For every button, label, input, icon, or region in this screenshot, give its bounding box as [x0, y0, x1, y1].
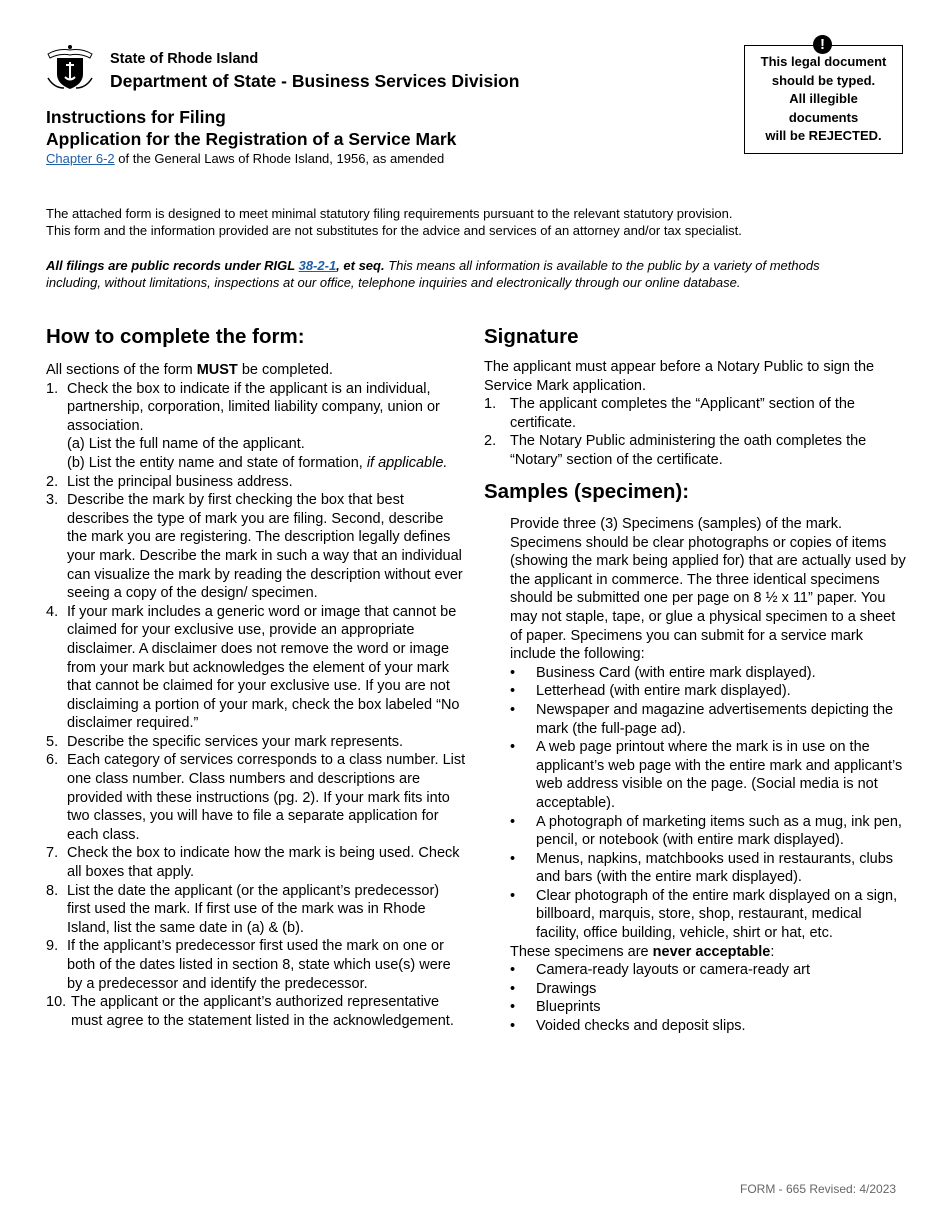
item-text: Describe the mark by first checking the box that best describes the type of mark you are filing. Second, describe the mark you are registering. The description legally defines your mark. Describe the mark in such a way that an individual can visualize the mark by reading the description without ever seeing a copy of the design/ specimen.: [67, 492, 463, 602]
item-text: Describe the specific services your mark represents.: [67, 733, 404, 750]
bullet-icon: •: [510, 739, 516, 756]
signature-intro: The applicant must appear before a Notary Public to sign the Service Mark application.: [484, 359, 875, 394]
warning-line: This legal document: [760, 54, 887, 69]
list-item: [510, 701, 906, 738]
instructions-title: Instructions for Filing: [46, 107, 226, 127]
exclamation-icon: !: [813, 35, 832, 54]
list-item: [46, 844, 466, 881]
list-item: [484, 432, 906, 469]
never-bold: never acceptable: [652, 943, 771, 960]
never-suffix: :: [770, 943, 775, 960]
subitem-a: (a) List the full name of the applicant.: [67, 436, 305, 453]
item-number: 4.: [46, 603, 59, 620]
list-item: [510, 738, 906, 812]
signature-section: [484, 358, 906, 470]
item-text: Voided checks and deposit slips.: [536, 1018, 746, 1035]
item-text: A web page printout where the mark is in use on the applicant’s web page with the entire mark and applicant’s web address visible on the page. (Social media is not acceptable).: [536, 739, 903, 811]
subitem-b: [67, 454, 466, 473]
item-text: Menus, napkins, matchbooks used in restaurants, clubs and bars (with the entire mark displayed).: [536, 850, 894, 886]
application-title: Application for the Registration of a Service Mark: [46, 129, 457, 149]
list-item: [46, 751, 466, 844]
list-item: [510, 664, 906, 683]
item-number: 1.: [46, 380, 59, 397]
item-text: The Notary Public administering the oath completes the “Notary” section of the certificate.: [510, 433, 867, 468]
bullet-icon: •: [510, 887, 516, 904]
item-text: Each category of services corresponds to a class number. List one class number. Class numbers and descriptions are provided with these instructions (pg. 2). If your mark fits into two classes, you will have to file a separate application for each class.: [67, 752, 466, 843]
law-reference: [46, 151, 444, 166]
subitem-b-text: (b) List the entity name and state of formation,: [67, 454, 367, 471]
item-text: The applicant completes the “Applicant” section of the certificate.: [510, 396, 855, 431]
item-text: List the principal business address.: [67, 473, 293, 490]
intro-line: This form and the information provided are not substitutes for the advice and services of an attorney and/or tax specialist.: [46, 223, 742, 238]
list-item: [46, 380, 466, 436]
item-text: Drawings: [536, 980, 597, 997]
item-text: Camera-ready layouts or camera-ready art: [536, 962, 810, 979]
form-footer: FORM - 665 Revised: 4/2023: [740, 1182, 897, 1196]
item-text: The applicant or the applicant’s authorized representative must agree to the statement listed in the acknowledgement.: [71, 994, 454, 1029]
never-acceptable-intro: [510, 943, 906, 962]
public-records-label-suffix: , et seq.: [336, 258, 385, 273]
how-to-intro-bold: MUST: [196, 362, 238, 378]
bullet-icon: •: [510, 999, 516, 1016]
item-text: List the date the applicant (or the applicant’s predecessor) first used the mark. If first use of the mark was in Rhode Island, list the same date in (a) & (b).: [67, 882, 440, 936]
chapter-link[interactable]: Chapter 6-2: [46, 151, 115, 166]
samples-section: [510, 515, 906, 1036]
item-text: If the applicant’s predecessor first used the mark on one or both of the dates listed in section 8, state which use(s) were by a predecessor and identify the predecessor.: [67, 938, 451, 992]
law-reference-text: of the General Laws of Rhode Island, 1956, as amended: [114, 151, 445, 166]
item-number: 5.: [46, 733, 59, 750]
department-name: Department of State - Business Services Division: [110, 71, 520, 91]
list-item: [510, 980, 906, 999]
subitem-b-italic: if applicable.: [366, 454, 448, 471]
bullet-icon: •: [510, 664, 516, 681]
item-number: 10.: [46, 994, 67, 1011]
how-to-heading: How to complete the form:: [46, 325, 305, 348]
item-number: 2.: [46, 473, 59, 490]
item-number: 7.: [46, 845, 59, 862]
item-text: Business Card (with entire mark displayed).: [536, 664, 816, 681]
state-name: State of Rhode Island: [110, 51, 259, 67]
list-item: [46, 603, 466, 733]
warning-line: documents: [788, 109, 859, 125]
public-records-notice: [46, 257, 821, 291]
list-subitem: [46, 435, 466, 472]
bullet-icon: •: [510, 850, 516, 867]
intro-line: The attached form is designed to meet minimal statutory filing requirements pursuant to the relevant statutory provision.: [46, 206, 733, 221]
item-number: 6.: [46, 752, 59, 769]
list-item: [484, 395, 906, 432]
list-item: [46, 491, 466, 603]
item-number: 8.: [46, 882, 59, 899]
item-text: Check the box to indicate how the mark is being used. Check all boxes that apply.: [67, 845, 460, 881]
item-number: 3.: [46, 492, 59, 509]
how-to-intro-prefix: All sections of the form: [46, 362, 197, 378]
how-to-intro: [46, 361, 466, 380]
state-seal-icon: [44, 44, 96, 92]
how-to-intro-suffix: be completed.: [237, 362, 333, 378]
list-item: [510, 998, 906, 1017]
warning-box: [744, 45, 903, 154]
list-item: [46, 733, 466, 752]
list-item: [510, 850, 906, 887]
warning-line: All illegible: [789, 91, 858, 106]
list-item: [510, 961, 906, 980]
signature-heading: Signature: [484, 325, 579, 348]
samples-intro: Provide three (3) Specimens (samples) of the mark. Specimens should be clear photographs or copies of items (showing the mark being applied for) that are actually used by the applicant in commerce. The three identical specimens should be submitted one per page on 8 ½ x 11” paper. You may not staple, tape, or glue a physical specimen to a sheet of paper. Specimens you can submit for a service mark include the following:: [510, 516, 906, 663]
how-to-list: [46, 361, 466, 1030]
item-text: Letterhead (with entire mark displayed).: [536, 683, 791, 700]
public-records-text: This means all information is available to the public by a variety of methods including, without limitations, inspections at our office, telephone inquiries and electronically through our online database.: [46, 258, 820, 290]
item-text: Blueprints: [536, 999, 601, 1016]
never-prefix: These specimens are: [510, 943, 653, 960]
bullet-icon: •: [510, 1018, 516, 1035]
list-item: [46, 882, 466, 938]
bullet-icon: •: [510, 962, 516, 979]
list-item: [510, 887, 906, 943]
item-number: 1.: [484, 396, 497, 413]
item-text: If your mark includes a generic word or image that cannot be claimed for your exclusive use, provide an appropriate disclaimer. A disclaimer does not remove the word or image from your mark but acknowledges the element of your mark that cannot be claimed for your exclusive use. If you are not disclaiming a portion of your mark, check the box labeled “No disclaimer required.”: [67, 603, 460, 732]
item-text: Newspaper and magazine advertisements depicting the mark (the full-page ad).: [536, 701, 894, 737]
public-records-label: All filings are public records under RIGL: [46, 258, 299, 273]
list-item: [510, 813, 906, 850]
bullet-icon: •: [510, 813, 516, 830]
list-item: [510, 1017, 906, 1036]
warning-line: should be typed.: [771, 72, 876, 88]
list-item: [46, 937, 466, 993]
bullet-icon: •: [510, 683, 516, 700]
list-item: [510, 682, 906, 701]
item-number: 9.: [46, 938, 59, 955]
item-text: Check the box to indicate if the applicant is an individual, partnership, corporation, limited liability company, union or association.: [67, 380, 440, 434]
intro-text: [46, 205, 826, 239]
bullet-icon: •: [510, 980, 516, 997]
rigl-link[interactable]: 38-2-1: [298, 258, 337, 273]
warning-line: will be REJECTED.: [765, 128, 882, 143]
item-text: Clear photograph of the entire mark displayed on a sign, billboard, marquis, store, shop, restaurant, medical facility, office building, vehicle, shirt or hat, etc.: [536, 887, 898, 942]
item-text: A photograph of marketing items such as a mug, ink pen, pencil, or notebook (with entire mark displayed).: [536, 813, 902, 849]
item-number: 2.: [484, 433, 497, 450]
samples-heading: Samples (specimen):: [484, 480, 690, 503]
list-item: [46, 993, 466, 1030]
list-item: [46, 473, 466, 492]
bullet-icon: •: [510, 701, 516, 718]
